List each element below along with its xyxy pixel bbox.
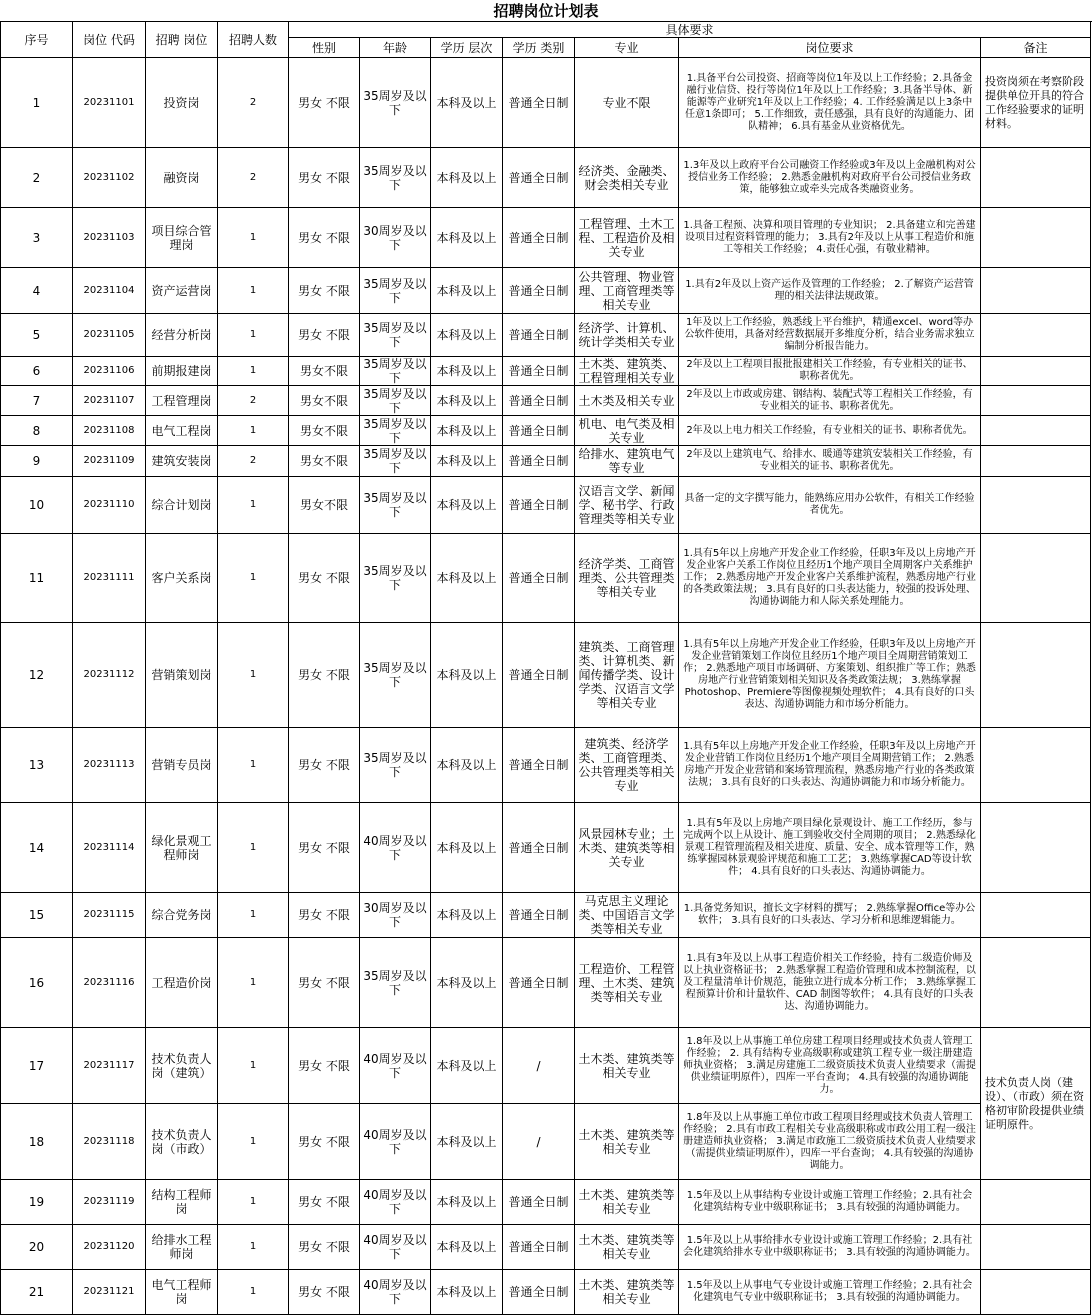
seq-cell: 18 [1,1104,73,1180]
table-row [1,1270,1091,1315]
count-cell: 1 [218,208,289,268]
count-cell: 1 [218,938,289,1028]
major-cell: 马克思主义理论类、中国语言文学类等相关专业 [575,893,679,938]
seq-cell: 14 [1,803,73,893]
seq-cell: 7 [1,386,73,416]
major-cell: 建筑类、工商管理类、计算机类、新闻传播学类、设计学类、汉语言文学等相关专业 [575,623,679,728]
age-cell: 35周岁及以下 [360,58,431,148]
table-row [1,728,1091,803]
count-cell: 1 [218,803,289,893]
gender-cell: 男女 不限 [289,728,360,803]
table-row [1,534,1091,623]
age-cell: 35周岁及以下 [360,357,431,386]
edu-type-cell: 普通全日制 [503,416,575,446]
age-cell: 35周岁及以下 [360,938,431,1028]
age-cell: 30周岁及以下 [360,208,431,268]
requirements-cell: 具备一定的文字撰写能力，能熟练应用办公软件，有相关工作经验者优先。 [679,477,981,534]
age-cell: 30周岁及以下 [360,893,431,938]
position-cell: 营销专员岗 [146,728,218,803]
major-cell: 公共管理、物业管理、工商管理类等相关专业 [575,268,679,314]
edu-type-cell: 普通全日制 [503,208,575,268]
count-cell: 1 [218,1180,289,1225]
position-cell: 绿化景观工程师岗 [146,803,218,893]
seq-cell: 11 [1,534,73,623]
seq-cell: 21 [1,1270,73,1315]
header-edu-level: 学历 层次 [431,38,503,58]
edu-type-cell: 普通全日制 [503,893,575,938]
header-code: 岗位 代码 [73,22,146,58]
position-cell: 营销策划岗 [146,623,218,728]
major-cell: 风景园林专业；土木类、建筑类等相关专业 [575,803,679,893]
remark-cell: 投资岗须在考察阶段提供单位开具的符合工作经验要求的证明材料。 [981,58,1091,148]
requirements-cell: 1.具有5年以上房地产开发企业工作经验，任职3年及以上房地产开发企业营销工作岗位且经历1个地产项目全周期营销工作； 2.熟悉房地产开发企业营销和案场管理流程，熟悉房地产行业的各类政策法规； 3.具有良好的口头表达、沟通协调能力和市场分析能力。 [679,728,981,803]
edu-type-cell: 普通全日制 [503,477,575,534]
code-cell: 20231107 [73,386,146,416]
edu-level-cell: 本科及以上 [431,623,503,728]
age-cell: 35周岁及以下 [360,446,431,477]
age-cell: 35周岁及以下 [360,623,431,728]
requirements-cell: 1.具备党务知识，擅长文字材料的撰写； 2.熟练掌握Office等办公软件； 3.具有良好的口头表达、学习分析和思维逻辑能力。 [679,893,981,938]
major-cell: 工程造价、工程管理、土木类、建筑类等相关专业 [575,938,679,1028]
edu-type-cell: 普通全日制 [503,148,575,208]
age-cell: 35周岁及以下 [360,268,431,314]
count-cell: 1 [218,534,289,623]
position-cell: 项目综合管理岗 [146,208,218,268]
table-row [1,386,1091,416]
table-row [1,1180,1091,1225]
age-cell: 35周岁及以下 [360,534,431,623]
seq-cell: 17 [1,1028,73,1104]
edu-level-cell: 本科及以上 [431,148,503,208]
position-cell: 前期报建岗 [146,357,218,386]
seq-cell: 4 [1,268,73,314]
table-row [1,1028,1091,1104]
requirements-cell: 1.5年及以上从事给排水专业设计或施工管理工作经验；2.具有社会化建筑给排水专业中级职称证书； 3.具有较强的沟通协调能力。 [679,1225,981,1270]
gender-cell: 男女 不限 [289,803,360,893]
count-cell: 1 [218,416,289,446]
table-row [1,208,1091,268]
seq-cell: 6 [1,357,73,386]
requirements-cell: 1.8年及以上从事施工单位房建工程项目经理或技术负责人管理工作经验； 2. 具有结构专业高级职称或建筑工程专业一级注册建造师执业资格； 3.满足房建施工二级资质技术负责人业绩要求（需提供业绩证明原件），四库一平台查询； 4.具有较强的沟通协调能力。 [679,1028,981,1104]
requirements-cell: 2年及以上工程项目报批报建相关工作经验，有专业相关的证书、职称者优先。 [679,357,981,386]
position-cell: 工程管理岗 [146,386,218,416]
gender-cell: 男女 不限 [289,1225,360,1270]
edu-level-cell: 本科及以上 [431,1225,503,1270]
requirements-cell: 1.3年及以上政府平台公司融资工作经验或3年及以上金融机构对公授信业务工作经验； 2.熟悉金融机构对政府平台公司授信业务政策，能够独立或牵头完成各类融资业务。 [679,148,981,208]
major-cell: 建筑类、经济学类、工商管理类、公共管理类等相关专业 [575,728,679,803]
requirements-cell: 1年及以上工作经验，熟悉线上平台维护，精通excel、word等办公软件使用，具备对经营数据展开多维度分析，结合业务需求独立编制分析报告能力。 [679,314,981,357]
requirements-cell: 1.具有5年以上房地产开发企业工作经验，任职3年及以上房地产开发企业营销策划工作岗位且经历1个地产项目全周期营销策划工作； 2.熟悉地产项目市场调研、方案策划、组织推广等工作；熟悉房地产行业营销策划相关知识及各类政策法规； 3.熟练掌握Photoshop、Premiere等图像视频处理软件； 4.具有良好的口头表达、沟通协调能力和市场分析能力。 [679,623,981,728]
edu-level-cell: 本科及以上 [431,58,503,148]
table-body [1,58,1091,1315]
header-age: 年龄 [360,38,431,58]
position-cell: 投资岗 [146,58,218,148]
seq-cell: 20 [1,1225,73,1270]
table-row [1,357,1091,386]
edu-type-cell: 普通全日制 [503,1225,575,1270]
gender-cell: 男女 不限 [289,534,360,623]
gender-cell: 男女不限 [289,446,360,477]
gender-cell: 男女不限 [289,477,360,534]
edu-type-cell: 普通全日制 [503,623,575,728]
gender-cell: 男女 不限 [289,938,360,1028]
remark-cell [981,623,1091,728]
header-row-top [1,22,1091,38]
edu-type-cell: 普通全日制 [503,446,575,477]
table-row [1,148,1091,208]
gender-cell: 男女 不限 [289,1028,360,1104]
requirements-cell: 1.5年及以上从事结构专业设计或施工管理工作经验；2.具有社会化建筑结构专业中级职称证书； 3.具有较强的沟通协调能力。 [679,1180,981,1225]
seq-cell: 9 [1,446,73,477]
gender-cell: 男女 不限 [289,1180,360,1225]
table-row [1,58,1091,148]
position-cell: 技术负责人岗（建筑） [146,1028,218,1104]
edu-level-cell: 本科及以上 [431,357,503,386]
table-row [1,268,1091,314]
code-cell: 20231111 [73,534,146,623]
remark-cell [981,357,1091,386]
gender-cell: 男女不限 [289,386,360,416]
seq-cell: 16 [1,938,73,1028]
code-cell: 20231108 [73,416,146,446]
gender-cell: 男女 不限 [289,314,360,357]
remark-cell [981,803,1091,893]
code-cell: 20231109 [73,446,146,477]
edu-level-cell: 本科及以上 [431,446,503,477]
gender-cell: 男女不限 [289,416,360,446]
header-group-requirements: 具体要求 [289,22,1091,38]
requirements-cell: 1.5年及以上从事电气专业设计或施工管理工作经验；2.具有社会化建筑电气专业中级职称证书； 3.具有较强的沟通协调能力。 [679,1270,981,1315]
header-requirements: 岗位要求 [679,38,981,58]
sheet-title: 招聘岗位计划表 [0,0,1092,22]
edu-type-cell: 普通全日制 [503,386,575,416]
remark-cell [981,1225,1091,1270]
table-row [1,446,1091,477]
position-cell: 综合党务岗 [146,893,218,938]
age-cell: 35周岁及以下 [360,314,431,357]
requirements-cell: 1.具有5年以上房地产开发企业工作经验，任职3年及以上房地产开发企业客户关系工作岗位且经历1个地产项目全周期客户关系维护工作； 2.熟悉房地产开发企业客户关系维护流程，熟悉房地产行业的各类政策法规； 3.具有良好的口头表达能力，较强的投诉处理、沟通协调能力和人际关系处理能力。 [679,534,981,623]
seq-cell: 1 [1,58,73,148]
requirements-cell: 1.具有3年及以上从事工程造价相关工作经验，持有二级造价师及以上执业资格证书； 2.熟悉掌握工程造价管理和成本控制流程，以及工程量清单计价规范，能独立进行成本分析工作； 3.熟练掌握工程预算计价和计量软件、CAD 制图等软件； 4.具有良好的口头表达、沟通协调能力。 [679,938,981,1028]
edu-level-cell: 本科及以上 [431,1180,503,1225]
remark-cell [981,1180,1091,1225]
position-cell: 资产运营岗 [146,268,218,314]
requirements-cell: 1.具有5年及以上房地产项目绿化景观设计、施工工作经历，参与完成两个以上从设计、施工到验收交付全周期的项目； 2.熟悉绿化景观工程管理流程及相关进度、质量、安全、成本管理等工作，熟练掌握园林景观验评规范和施工工艺； 3.熟练掌握CAD等设计软件； 4.具有良好的口头表达、沟通协调能力。 [679,803,981,893]
requirements-cell: 1.具有2年及以上资产运作及管理的工作经验； 2.了解资产运营管理的相关法律法规政策。 [679,268,981,314]
seq-cell: 12 [1,623,73,728]
code-cell: 20231104 [73,268,146,314]
age-cell: 40周岁及以下 [360,803,431,893]
major-cell: 汉语言文学、新闻学、秘书学、行政管理类等相关专业 [575,477,679,534]
code-cell: 20231102 [73,148,146,208]
code-cell: 20231121 [73,1270,146,1315]
age-cell: 35周岁及以下 [360,148,431,208]
gender-cell: 男女 不限 [289,623,360,728]
gender-cell: 男女不限 [289,357,360,386]
count-cell: 1 [218,728,289,803]
table-row [1,477,1091,534]
count-cell: 1 [218,893,289,938]
gender-cell: 男女 不限 [289,1270,360,1315]
count-cell: 1 [218,477,289,534]
code-cell: 20231105 [73,314,146,357]
remark-cell [981,314,1091,357]
edu-level-cell: 本科及以上 [431,938,503,1028]
table-row [1,893,1091,938]
remark-cell [981,268,1091,314]
count-cell: 1 [218,1104,289,1180]
remark-cell [981,148,1091,208]
remark-cell [981,416,1091,446]
edu-level-cell: 本科及以上 [431,803,503,893]
table-row [1,416,1091,446]
code-cell: 20231115 [73,893,146,938]
gender-cell: 男女 不限 [289,893,360,938]
count-cell: 1 [218,314,289,357]
age-cell: 35周岁及以下 [360,416,431,446]
major-cell: 经济学、计算机、统计学类相关专业 [575,314,679,357]
major-cell: 土木类、建筑类等相关专业 [575,1225,679,1270]
major-cell: 经济类、金融类、财会类相关专业 [575,148,679,208]
remark-cell [981,446,1091,477]
count-cell: 1 [218,357,289,386]
position-cell: 电气工程师岗 [146,1270,218,1315]
edu-level-cell: 本科及以上 [431,1028,503,1104]
age-cell: 40周岁及以下 [360,1270,431,1315]
table-row [1,938,1091,1028]
seq-cell: 10 [1,477,73,534]
edu-type-cell: 普通全日制 [503,728,575,803]
age-cell: 35周岁及以下 [360,477,431,534]
code-cell: 20231116 [73,938,146,1028]
remark-cell [981,208,1091,268]
edu-level-cell: 本科及以上 [431,1104,503,1180]
edu-type-cell: 普通全日制 [503,1180,575,1225]
count-cell: 1 [218,268,289,314]
position-cell: 经营分析岗 [146,314,218,357]
major-cell: 土木类及相关专业 [575,386,679,416]
position-cell: 结构工程师岗 [146,1180,218,1225]
major-cell: 工程管理、土木工程、工程造价及相关专业 [575,208,679,268]
major-cell: 土木类、建筑类等相关专业 [575,1180,679,1225]
header-gender: 性别 [289,38,360,58]
major-cell: 专业不限 [575,58,679,148]
position-cell: 融资岗 [146,148,218,208]
count-cell: 1 [218,1225,289,1270]
remark-cell [981,477,1091,534]
age-cell: 40周岁及以下 [360,1225,431,1270]
count-cell: 2 [218,58,289,148]
gender-cell: 男女 不限 [289,58,360,148]
age-cell: 35周岁及以下 [360,728,431,803]
count-cell: 1 [218,623,289,728]
edu-level-cell: 本科及以上 [431,268,503,314]
remark-cell [981,728,1091,803]
major-cell: 土木类、建筑类等相关专业 [575,1028,679,1104]
header-seq: 序号 [1,22,73,58]
code-cell: 20231112 [73,623,146,728]
code-cell: 20231114 [73,803,146,893]
seq-cell: 2 [1,148,73,208]
code-cell: 20231106 [73,357,146,386]
edu-level-cell: 本科及以上 [431,1270,503,1315]
position-cell: 建筑安装岗 [146,446,218,477]
edu-type-cell: 普通全日制 [503,357,575,386]
edu-type-cell: 普通全日制 [503,534,575,623]
seq-cell: 3 [1,208,73,268]
remark-cell [981,893,1091,938]
edu-type-cell: / [503,1028,575,1104]
age-cell: 40周岁及以下 [360,1028,431,1104]
position-cell: 综合计划岗 [146,477,218,534]
header-position: 招聘 岗位 [146,22,218,58]
remark-cell [981,938,1091,1028]
requirements-cell: 1.具备工程预、决算和项目管理的专业知识； 2.具备建立和完善建设项目过程资料管理的能力； 3.具有2年及以上从事工程造价和施工等相关工作经验； 4.责任心强，有敬业精神。 [679,208,981,268]
edu-level-cell: 本科及以上 [431,477,503,534]
header-count: 招聘人数 [218,22,289,58]
table-row [1,314,1091,357]
major-cell: 土木类、建筑类等相关专业 [575,1270,679,1315]
position-cell: 电气工程岗 [146,416,218,446]
code-cell: 20231101 [73,58,146,148]
header-edu-type: 学历 类别 [503,38,575,58]
age-cell: 35周岁及以下 [360,386,431,416]
count-cell: 2 [218,386,289,416]
code-cell: 20231110 [73,477,146,534]
code-cell: 20231117 [73,1028,146,1104]
seq-cell: 19 [1,1180,73,1225]
edu-level-cell: 本科及以上 [431,208,503,268]
requirements-cell: 1.具备平台公司投资、招商等岗位1年及以上工作经验；2.具备金融行业信贷、投行等岗位1年及以上工作经验；3.具备半导体、新能源等产业研究1年及以上工作经验；4. 工作经验满足以上3条中任意1条即可； 5.工作细致，责任感强，具有良好的沟通能力、团队精神； 6.具有基金从业资格优先。 [679,58,981,148]
seq-cell: 15 [1,893,73,938]
remark-cell [981,386,1091,416]
major-cell: 土木类、建筑类、工程管理相关专业 [575,357,679,386]
remark-cell [981,1270,1091,1315]
code-cell: 20231119 [73,1180,146,1225]
edu-type-cell: 普通全日制 [503,1270,575,1315]
edu-level-cell: 本科及以上 [431,728,503,803]
position-cell: 技术负责人岗（市政） [146,1104,218,1180]
table-row [1,623,1091,728]
edu-type-cell: 普通全日制 [503,938,575,1028]
seq-cell: 13 [1,728,73,803]
code-cell: 20231103 [73,208,146,268]
seq-cell: 5 [1,314,73,357]
position-cell: 给排水工程师岗 [146,1225,218,1270]
remark-cell: 技术负责人岗（建设）、（市政）须在资格初审阶段提供业绩证明原件。 [981,1028,1091,1180]
count-cell: 2 [218,148,289,208]
code-cell: 20231113 [73,728,146,803]
requirements-cell: 2年及以上市政或房建、钢结构、装配式等工程相关工作经验，有专业相关的证书、职称者优先。 [679,386,981,416]
recruitment-table [0,21,1091,1315]
table-row [1,1104,1091,1180]
count-cell: 1 [218,1270,289,1315]
position-cell: 工程造价岗 [146,938,218,1028]
seq-cell: 8 [1,416,73,446]
major-cell: 给排水、建筑电气等专业 [575,446,679,477]
table-row [1,803,1091,893]
gender-cell: 男女 不限 [289,1104,360,1180]
requirements-cell: 2年及以上建筑电气、给排水、暖通等建筑安装相关工作经验，有专业相关的证书、职称者优先。 [679,446,981,477]
major-cell: 土木类、建筑类等相关专业 [575,1104,679,1180]
code-cell: 20231120 [73,1225,146,1270]
edu-level-cell: 本科及以上 [431,314,503,357]
age-cell: 40周岁及以下 [360,1104,431,1180]
edu-level-cell: 本科及以上 [431,893,503,938]
edu-type-cell: / [503,1104,575,1180]
remark-cell [981,534,1091,623]
gender-cell: 男女 不限 [289,208,360,268]
position-cell: 客户关系岗 [146,534,218,623]
count-cell: 1 [218,1028,289,1104]
requirements-cell: 2年及以上电力相关工作经验，有专业相关的证书、职称者优先。 [679,416,981,446]
edu-type-cell: 普通全日制 [503,58,575,148]
edu-level-cell: 本科及以上 [431,534,503,623]
gender-cell: 男女 不限 [289,268,360,314]
major-cell: 机电、电气类及相关专业 [575,416,679,446]
table-row [1,1225,1091,1270]
edu-type-cell: 普通全日制 [503,314,575,357]
gender-cell: 男女 不限 [289,148,360,208]
edu-level-cell: 本科及以上 [431,416,503,446]
edu-type-cell: 普通全日制 [503,268,575,314]
header-major: 专业 [575,38,679,58]
count-cell: 2 [218,446,289,477]
edu-level-cell: 本科及以上 [431,386,503,416]
major-cell: 经济学类、工商管理类、公共管理类等相关专业 [575,534,679,623]
edu-type-cell: 普通全日制 [503,803,575,893]
code-cell: 20231118 [73,1104,146,1180]
age-cell: 40周岁及以下 [360,1180,431,1225]
requirements-cell: 1.8年及以上从事施工单位市政工程项目经理或技术负责人管理工作经验； 2.具有市政工程相关专业高级职称或市政公用工程一级注册建造师执业资格； 3.满足市政施工二级资质技术负责人业绩要求（需提供业绩证明原件），四库一平台查询； 4.具有较强的沟通协调能力。 [679,1104,981,1180]
header-remark: 备注 [981,38,1091,58]
